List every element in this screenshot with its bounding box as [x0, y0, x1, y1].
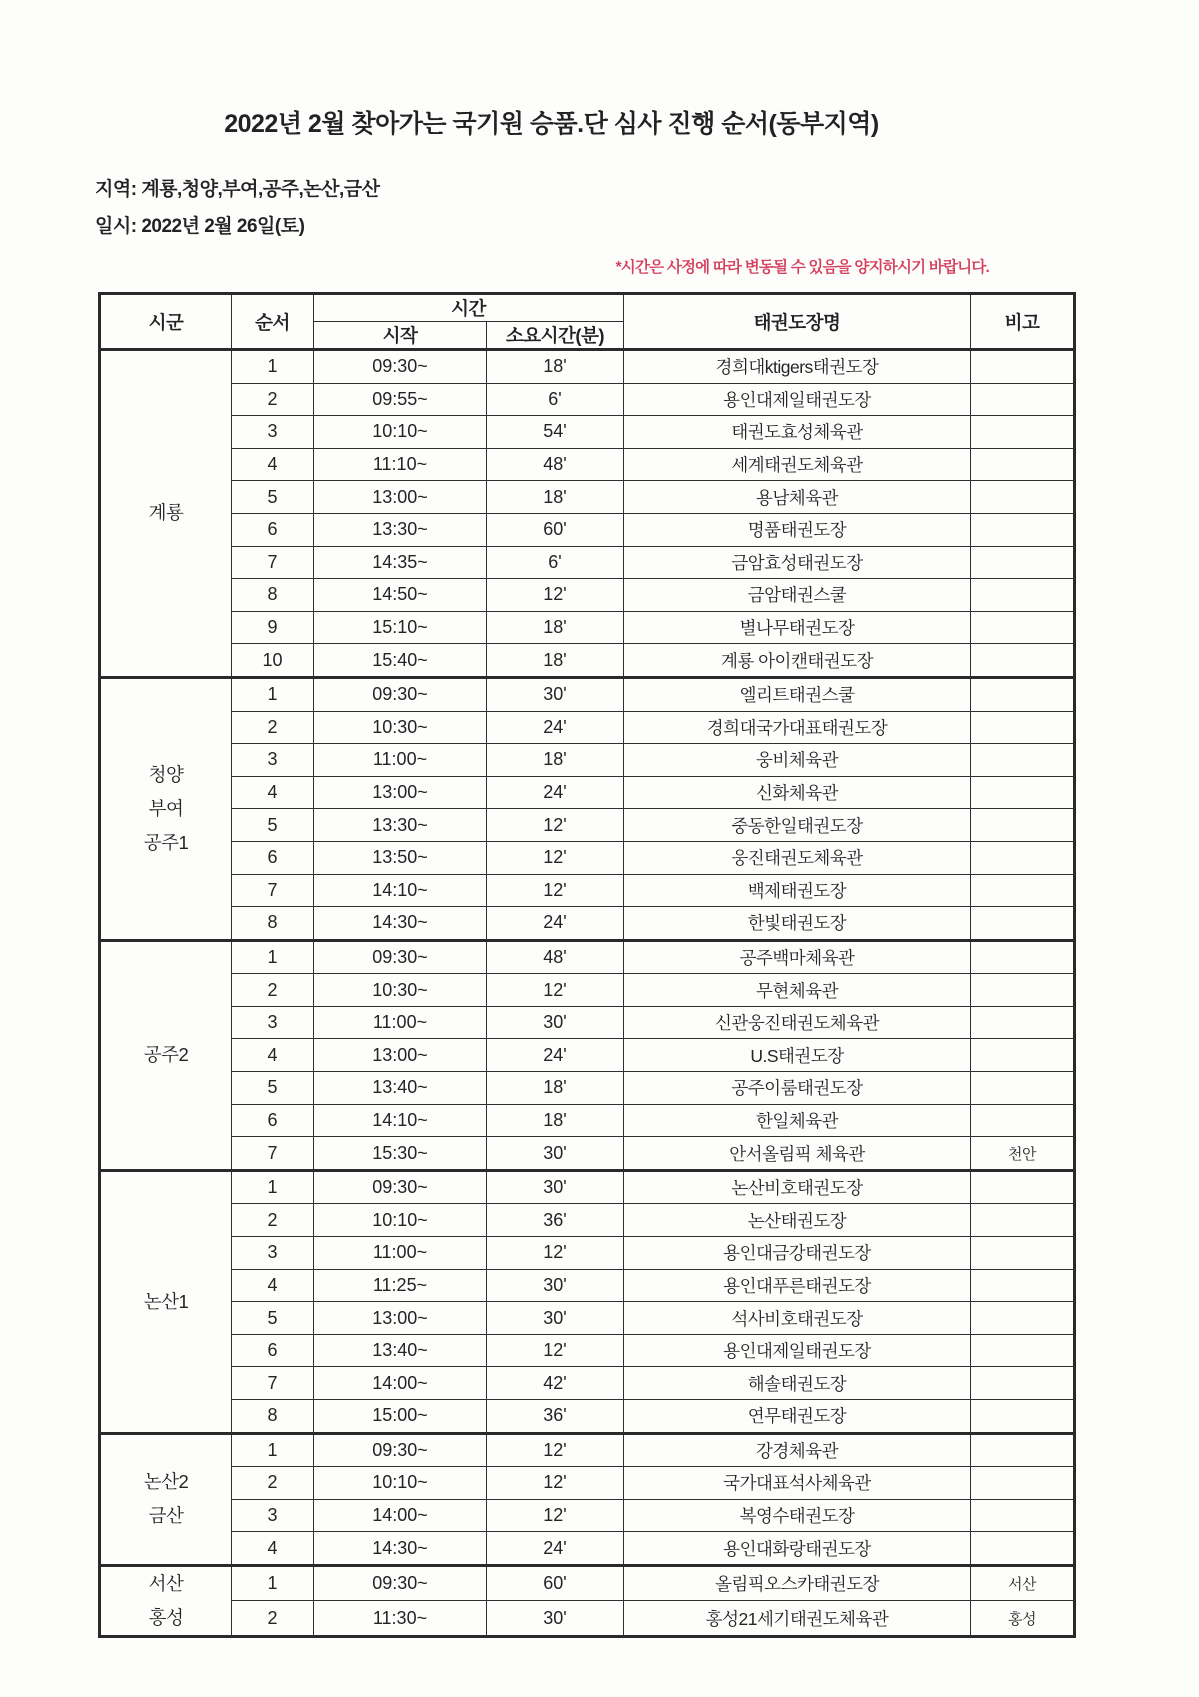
cell-duration: 24' — [487, 907, 624, 941]
cell-duration: 12' — [487, 841, 624, 874]
cell-start: 11:00~ — [314, 744, 487, 777]
cell-duration: 18' — [487, 1072, 624, 1105]
cell-note — [971, 546, 1075, 579]
table-row — [100, 1499, 1075, 1532]
cell-order: 7 — [232, 1137, 314, 1171]
cell-note — [971, 1400, 1075, 1434]
cell-region — [100, 350, 232, 678]
cell-dojang: 웅비체육관 — [624, 744, 971, 777]
cell-start: 14:30~ — [314, 1532, 487, 1566]
cell-start: 13:30~ — [314, 809, 487, 842]
cell-start: 10:30~ — [314, 974, 487, 1007]
cell-dojang: 용인대화랑태권도장 — [624, 1532, 971, 1566]
cell-order: 3 — [232, 1237, 314, 1270]
cell-start: 10:10~ — [314, 1467, 487, 1500]
cell-start: 14:50~ — [314, 579, 487, 612]
cell-start: 13:30~ — [314, 513, 487, 546]
region-label-line: 공주1 — [143, 831, 189, 853]
cell-dojang: 중동한일태권도장 — [624, 809, 971, 842]
cell-note — [971, 974, 1075, 1007]
cell-order: 6 — [232, 513, 314, 546]
cell-duration: 6' — [487, 383, 624, 416]
cell-duration: 54' — [487, 416, 624, 449]
cell-duration: 30' — [487, 1006, 624, 1039]
header-order: 순서 — [232, 294, 314, 350]
cell-order: 2 — [232, 1204, 314, 1237]
cell-dojang: 용남체육관 — [624, 481, 971, 514]
cell-dojang: 엘리트태권스쿨 — [624, 677, 971, 711]
cell-dojang: 태권도효성체육관 — [624, 416, 971, 449]
cell-order: 7 — [232, 546, 314, 579]
cell-dojang: 올림픽오스카태권도장 — [624, 1565, 971, 1601]
cell-region — [100, 940, 232, 1170]
region-label-line: 서산 — [148, 1572, 184, 1594]
title-row — [0, 104, 1103, 140]
table-row — [100, 776, 1075, 809]
region-line: 지역: 계룡,청양,부여,공주,논산,금산 — [95, 179, 380, 200]
cell-start: 14:30~ — [314, 907, 487, 941]
cell-note — [971, 907, 1075, 941]
table-row — [100, 1006, 1075, 1039]
cell-note — [971, 677, 1075, 711]
cell-duration: 30' — [487, 1601, 624, 1637]
notice-row — [0, 255, 989, 277]
cell-note — [971, 874, 1075, 907]
cell-dojang: 웅진태권도체육관 — [624, 841, 971, 874]
cell-dojang: 공주이룸태권도장 — [624, 1072, 971, 1105]
cell-order: 8 — [232, 907, 314, 941]
schedule-table — [98, 292, 1076, 1638]
cell-note — [971, 513, 1075, 546]
cell-order: 1 — [232, 1565, 314, 1601]
cell-note — [971, 711, 1075, 744]
cell-note: 서산 — [971, 1565, 1075, 1601]
cell-note — [971, 1499, 1075, 1532]
meta-block — [95, 174, 1199, 238]
cell-order: 6 — [232, 841, 314, 874]
cell-dojang: 명품태권도장 — [624, 513, 971, 546]
cell-start: 13:00~ — [314, 481, 487, 514]
cell-note — [971, 1269, 1075, 1302]
cell-duration: 18' — [487, 744, 624, 777]
time-change-notice: *시간은 사정에 따라 변동될 수 있음을 양지하시기 바랍니다. — [615, 259, 989, 276]
cell-note — [971, 1334, 1075, 1367]
table-row — [100, 940, 1075, 974]
table-row — [100, 841, 1075, 874]
table-row — [100, 1104, 1075, 1137]
cell-dojang: 해솔태권도장 — [624, 1367, 971, 1400]
cell-region — [100, 1565, 232, 1636]
region-label-line: 논산2 — [143, 1471, 189, 1493]
cell-order: 7 — [232, 1367, 314, 1400]
cell-note — [971, 1302, 1075, 1335]
cell-start: 13:00~ — [314, 776, 487, 809]
table-row — [100, 513, 1075, 546]
table-row — [100, 1269, 1075, 1302]
cell-order: 4 — [232, 1532, 314, 1566]
cell-duration: 18' — [487, 611, 624, 644]
table-row — [100, 1137, 1075, 1171]
cell-duration: 18' — [487, 350, 624, 384]
cell-duration: 18' — [487, 481, 624, 514]
cell-order: 4 — [232, 1039, 314, 1072]
cell-duration: 30' — [487, 1302, 624, 1335]
cell-dojang: 안서올림픽 체육관 — [624, 1137, 971, 1171]
cell-start: 15:30~ — [314, 1137, 487, 1171]
table-row — [100, 809, 1075, 842]
cell-dojang: 한일체육관 — [624, 1104, 971, 1137]
cell-duration: 60' — [487, 1565, 624, 1601]
table-row — [100, 874, 1075, 907]
cell-order: 2 — [232, 711, 314, 744]
cell-dojang: 백제태권도장 — [624, 874, 971, 907]
table-row — [100, 711, 1075, 744]
cell-order: 1 — [232, 1433, 314, 1467]
cell-note — [971, 1006, 1075, 1039]
cell-start: 10:10~ — [314, 416, 487, 449]
cell-note — [971, 1072, 1075, 1105]
cell-start: 09:30~ — [314, 350, 487, 384]
cell-order: 5 — [232, 809, 314, 842]
cell-duration: 18' — [487, 644, 624, 678]
cell-dojang: 경희대국가대표태권도장 — [624, 711, 971, 744]
cell-dojang: 복영수태권도장 — [624, 1499, 971, 1532]
cell-dojang: U.S태권도장 — [624, 1039, 971, 1072]
cell-dojang: 경희대ktigers태권도장 — [624, 350, 971, 384]
cell-note — [971, 1367, 1075, 1400]
table-row — [100, 907, 1075, 941]
table-row — [100, 1400, 1075, 1434]
cell-start: 15:40~ — [314, 644, 487, 678]
region-label-line: 공주2 — [143, 1044, 189, 1066]
table-row — [100, 416, 1075, 449]
cell-duration: 36' — [487, 1204, 624, 1237]
table-row — [100, 383, 1075, 416]
cell-dojang: 논산태권도장 — [624, 1204, 971, 1237]
cell-dojang: 금암태권스쿨 — [624, 579, 971, 612]
table-row — [100, 1204, 1075, 1237]
cell-note: 홍성 — [971, 1601, 1075, 1637]
cell-order: 6 — [232, 1334, 314, 1367]
region-label-line: 논산1 — [143, 1290, 189, 1312]
cell-order: 4 — [232, 776, 314, 809]
cell-note: 천안 — [971, 1137, 1075, 1171]
table-row — [100, 1601, 1075, 1637]
cell-duration: 24' — [487, 711, 624, 744]
cell-duration: 24' — [487, 776, 624, 809]
table-row — [100, 1565, 1075, 1601]
cell-region — [100, 1433, 232, 1565]
cell-duration: 30' — [487, 1170, 624, 1204]
cell-dojang: 계룡 아이캔태권도장 — [624, 644, 971, 678]
cell-start: 13:40~ — [314, 1334, 487, 1367]
cell-start: 11:30~ — [314, 1601, 487, 1637]
cell-order: 5 — [232, 481, 314, 514]
cell-start: 10:30~ — [314, 711, 487, 744]
cell-order: 2 — [232, 383, 314, 416]
table-row — [100, 1532, 1075, 1566]
table-row — [100, 1170, 1075, 1204]
cell-order: 5 — [232, 1302, 314, 1335]
cell-dojang: 한빛태권도장 — [624, 907, 971, 941]
cell-start: 14:35~ — [314, 546, 487, 579]
header-duration: 소요시간(분) — [487, 322, 624, 350]
cell-order: 2 — [232, 974, 314, 1007]
cell-order: 1 — [232, 350, 314, 384]
cell-note — [971, 383, 1075, 416]
cell-dojang: 신관웅진태권도체육관 — [624, 1006, 971, 1039]
cell-dojang: 논산비호태권도장 — [624, 1170, 971, 1204]
table-row — [100, 546, 1075, 579]
cell-start: 09:30~ — [314, 1433, 487, 1467]
cell-dojang: 홍성21세기태권도체육관 — [624, 1601, 971, 1637]
cell-duration: 36' — [487, 1400, 624, 1434]
cell-order: 6 — [232, 1104, 314, 1137]
table-row — [100, 1467, 1075, 1500]
cell-order: 8 — [232, 579, 314, 612]
cell-dojang: 세계태권도체육관 — [624, 448, 971, 481]
cell-dojang: 금암효성태권도장 — [624, 546, 971, 579]
cell-note — [971, 481, 1075, 514]
cell-start: 13:50~ — [314, 841, 487, 874]
header-time-group: 시간 — [314, 294, 624, 322]
cell-order: 2 — [232, 1467, 314, 1500]
cell-note — [971, 350, 1075, 384]
table-header — [100, 294, 1075, 350]
cell-dojang: 석사비호태권도장 — [624, 1302, 971, 1335]
table-row — [100, 350, 1075, 384]
cell-dojang: 용인대제일태권도장 — [624, 383, 971, 416]
cell-start: 14:00~ — [314, 1499, 487, 1532]
cell-start: 14:00~ — [314, 1367, 487, 1400]
cell-note — [971, 448, 1075, 481]
cell-order: 4 — [232, 1269, 314, 1302]
cell-region — [100, 677, 232, 940]
cell-note — [971, 644, 1075, 678]
table-row — [100, 1302, 1075, 1335]
cell-note — [971, 611, 1075, 644]
cell-note — [971, 776, 1075, 809]
cell-start: 10:10~ — [314, 1204, 487, 1237]
table-row — [100, 1334, 1075, 1367]
region-label-line: 부여 — [148, 797, 184, 819]
cell-duration: 12' — [487, 579, 624, 612]
cell-note — [971, 940, 1075, 974]
cell-duration: 6' — [487, 546, 624, 579]
cell-start: 15:10~ — [314, 611, 487, 644]
cell-note — [971, 1104, 1075, 1137]
cell-dojang: 별나무태권도장 — [624, 611, 971, 644]
page-title: 2022년 2월 찾아가는 국기원 승품.단 심사 진행 순서(동부지역) — [224, 110, 879, 138]
header-sigun: 시군 — [100, 294, 232, 350]
cell-start: 13:00~ — [314, 1302, 487, 1335]
region-label-line: 계룡 — [148, 502, 184, 524]
cell-dojang: 무현체육관 — [624, 974, 971, 1007]
cell-duration: 12' — [487, 1467, 624, 1500]
cell-start: 11:10~ — [314, 448, 487, 481]
cell-start: 09:30~ — [314, 940, 487, 974]
cell-order: 3 — [232, 416, 314, 449]
cell-duration: 12' — [487, 1499, 624, 1532]
table-row — [100, 1039, 1075, 1072]
cell-dojang: 공주백마체육관 — [624, 940, 971, 974]
cell-order: 1 — [232, 677, 314, 711]
cell-dojang: 연무태권도장 — [624, 1400, 971, 1434]
header-start: 시작 — [314, 322, 487, 350]
cell-note — [971, 416, 1075, 449]
cell-start: 13:00~ — [314, 1039, 487, 1072]
header-note: 비고 — [971, 294, 1075, 350]
cell-duration: 12' — [487, 1433, 624, 1467]
cell-order: 7 — [232, 874, 314, 907]
cell-dojang: 국가대표석사체육관 — [624, 1467, 971, 1500]
cell-order: 5 — [232, 1072, 314, 1105]
cell-start: 11:00~ — [314, 1006, 487, 1039]
cell-duration: 12' — [487, 1237, 624, 1270]
cell-order: 1 — [232, 940, 314, 974]
cell-start: 09:30~ — [314, 1170, 487, 1204]
cell-duration: 12' — [487, 1334, 624, 1367]
cell-start: 11:25~ — [314, 1269, 487, 1302]
cell-duration: 12' — [487, 974, 624, 1007]
cell-duration: 12' — [487, 874, 624, 907]
cell-duration: 12' — [487, 809, 624, 842]
cell-note — [971, 1467, 1075, 1500]
cell-duration: 24' — [487, 1532, 624, 1566]
cell-order: 9 — [232, 611, 314, 644]
cell-start: 13:40~ — [314, 1072, 487, 1105]
table-row — [100, 1367, 1075, 1400]
cell-duration: 18' — [487, 1104, 624, 1137]
cell-note — [971, 1204, 1075, 1237]
cell-duration: 48' — [487, 940, 624, 974]
table-body — [100, 350, 1075, 1637]
cell-duration: 60' — [487, 513, 624, 546]
cell-start: 15:00~ — [314, 1400, 487, 1434]
table-row — [100, 1237, 1075, 1270]
region-label-line: 금산 — [148, 1505, 184, 1527]
cell-dojang: 신화체육관 — [624, 776, 971, 809]
cell-dojang: 강경체육관 — [624, 1433, 971, 1467]
cell-start: 09:55~ — [314, 383, 487, 416]
cell-note — [971, 809, 1075, 842]
cell-duration: 48' — [487, 448, 624, 481]
cell-order: 2 — [232, 1601, 314, 1637]
cell-start: 11:00~ — [314, 1237, 487, 1270]
cell-order: 1 — [232, 1170, 314, 1204]
cell-order: 4 — [232, 448, 314, 481]
cell-note — [971, 1170, 1075, 1204]
table-row — [100, 644, 1075, 678]
cell-region — [100, 1170, 232, 1433]
header-dojang: 태권도장명 — [624, 294, 971, 350]
cell-note — [971, 579, 1075, 612]
cell-note — [971, 1433, 1075, 1467]
header-row-1 — [100, 294, 1075, 322]
table-row — [100, 481, 1075, 514]
table-row — [100, 579, 1075, 612]
table-row — [100, 448, 1075, 481]
table-row — [100, 1072, 1075, 1105]
cell-start: 09:30~ — [314, 1565, 487, 1601]
cell-order: 8 — [232, 1400, 314, 1434]
table-row — [100, 744, 1075, 777]
region-label-line: 홍성 — [148, 1606, 184, 1628]
cell-start: 09:30~ — [314, 677, 487, 711]
cell-dojang: 용인대제일태권도장 — [624, 1334, 971, 1367]
cell-duration: 42' — [487, 1367, 624, 1400]
cell-dojang: 용인대금강태권도장 — [624, 1237, 971, 1270]
cell-note — [971, 744, 1075, 777]
table-row — [100, 611, 1075, 644]
cell-note — [971, 1237, 1075, 1270]
cell-start: 14:10~ — [314, 874, 487, 907]
cell-order: 3 — [232, 1006, 314, 1039]
cell-start: 14:10~ — [314, 1104, 487, 1137]
cell-duration: 24' — [487, 1039, 624, 1072]
table-row — [100, 1433, 1075, 1467]
cell-note — [971, 1532, 1075, 1566]
region-label-line: 청양 — [148, 763, 184, 785]
table-row — [100, 974, 1075, 1007]
cell-duration: 30' — [487, 1269, 624, 1302]
cell-order: 3 — [232, 1499, 314, 1532]
cell-order: 3 — [232, 744, 314, 777]
cell-note — [971, 1039, 1075, 1072]
cell-order: 10 — [232, 644, 314, 678]
cell-duration: 30' — [487, 1137, 624, 1171]
cell-dojang: 용인대푸른태권도장 — [624, 1269, 971, 1302]
table-row — [100, 677, 1075, 711]
cell-duration: 30' — [487, 677, 624, 711]
date-line: 일시: 2022년 2월 26일(토) — [95, 216, 305, 237]
cell-note — [971, 841, 1075, 874]
